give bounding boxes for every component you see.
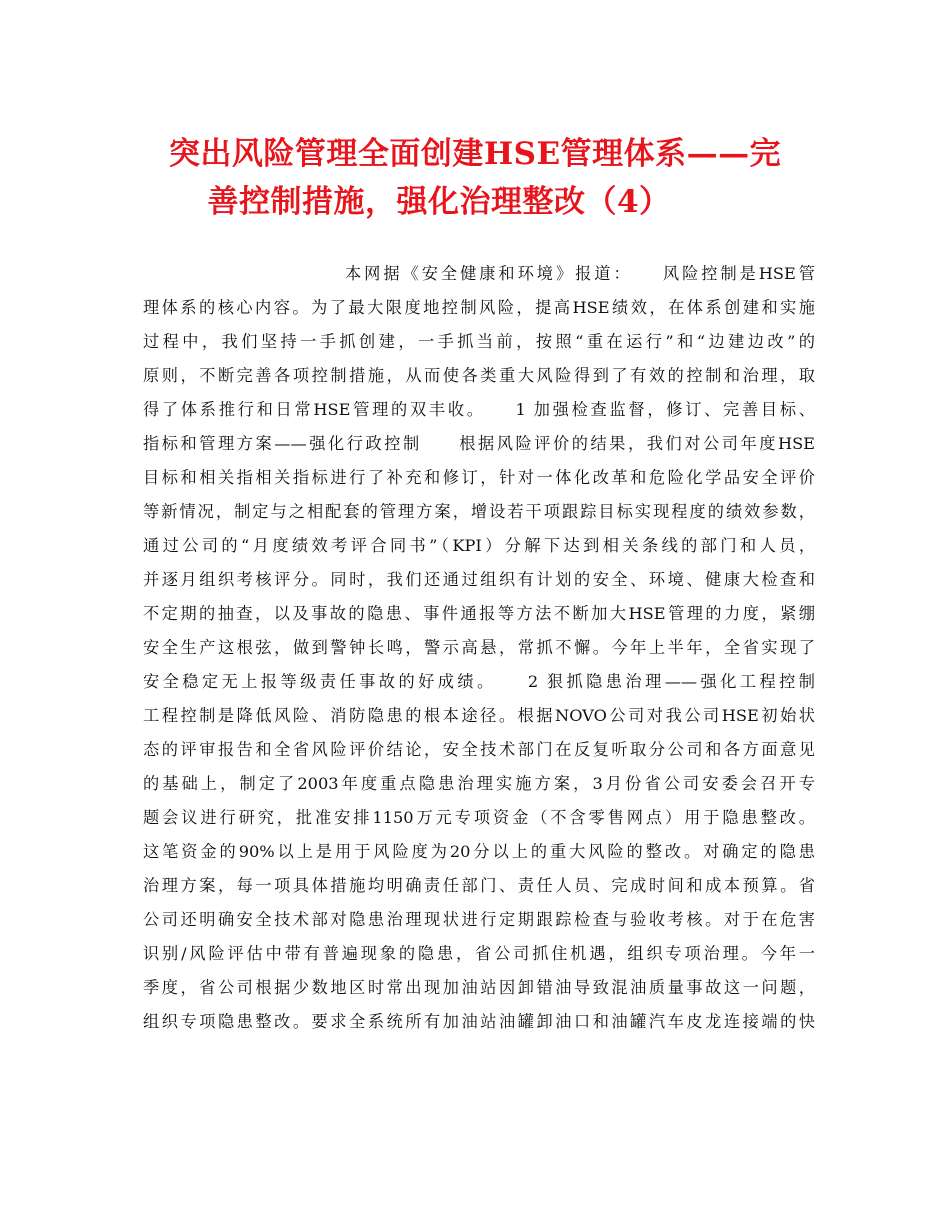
- title-line-2: 善控制措施，强化治理整改（4）: [207, 184, 671, 220]
- body-line: 并逐月组织考核评分。同时，我们还通过组织有计划的安全、环境、健康大检查和: [143, 570, 815, 589]
- body-line: 工程控制是降低风险、消防隐患的根本途径。根据NOVO公司对我公司HSE初始状: [143, 706, 815, 725]
- body-line: 不定期的抽查，以及事故的隐患、事件通报等方法不断加大HSE管理的力度，紧绷: [143, 604, 815, 623]
- body-line: 安全生产这根弦，做到警钟长鸣，警示高悬，常抓不懈。今年上半年，全省实现了: [143, 638, 815, 657]
- body-line: 得了体系推行和日常HSE管理的双丰收。 1 加强检查监督，修订、完善目标、: [143, 400, 815, 419]
- body-line: 的基础上，制定了2003年度重点隐患治理实施方案，3月份省公司安委会召开专: [143, 774, 815, 793]
- body-line: 季度，省公司根据少数地区时常出现加油站因卸错油导致混油质量事故这一问题，: [143, 978, 815, 997]
- body-line: 安全稳定无上报等级责任事故的好成绩。 2 狠抓隐患治理——强化工程控制: [143, 672, 815, 691]
- body-line: 指标和管理方案——强化行政控制 根据风险评价的结果，我们对公司年度HSE: [143, 434, 815, 453]
- body-line: 态的评审报告和全省风险评价结论，安全技术部门在反复听取分公司和各方面意见: [143, 740, 815, 759]
- body-line: 过程中，我们坚持一手抓创建，一手抓当前，按照“重在运行”和“边建边改”的: [143, 332, 815, 351]
- body-line: 目标和相关指相关指标进行了补充和修订，针对一体化改革和危险化学品安全评价: [143, 468, 815, 487]
- body-line: 等新情况，制定与之相配套的管理方案，增设若干项跟踪目标实现程度的绩效参数，: [143, 502, 815, 521]
- body-line: 这笔资金的90%以上是用于风险度为20分以上的重大风险的整改。对确定的隐患: [143, 842, 815, 861]
- body-line: 治理方案，每一项具体措施均明确责任部门、责任人员、完成时间和成本预算。省: [143, 876, 815, 895]
- page-title: [100, 130, 850, 226]
- body-line: 组织专项隐患整改。要求全系统所有加油站油罐卸油口和油罐汽车皮龙连接端的快: [143, 1012, 815, 1031]
- body-line: 识别/风险评估中带有普遍现象的隐患，省公司抓住机遇，组织专项治理。今年一: [143, 944, 815, 963]
- body-line: 题会议进行研究，批准安排1150万元专项资金（不含零售网点）用于隐患整改。: [143, 808, 815, 827]
- body-line: 本网据《安全健康和环境》报道： 风险控制是HSE管: [345, 264, 815, 283]
- body-line: 原则，不断完善各项控制措施，从而使各类重大风险得到了有效的控制和治理，取: [143, 366, 815, 385]
- body-line: 公司还明确安全技术部对隐患治理现状进行定期跟踪检查与验收考核。对于在危害: [143, 910, 815, 929]
- body-line: 通过公司的“月度绩效考评合同书”（KPI）分解下达到相关条线的部门和人员，: [143, 536, 815, 555]
- title-line-1: 突出风险管理全面创建HSE管理体系——完: [168, 136, 782, 172]
- body-line: 理体系的核心内容。为了最大限度地控制风险，提高HSE绩效，在体系创建和实施: [143, 298, 815, 317]
